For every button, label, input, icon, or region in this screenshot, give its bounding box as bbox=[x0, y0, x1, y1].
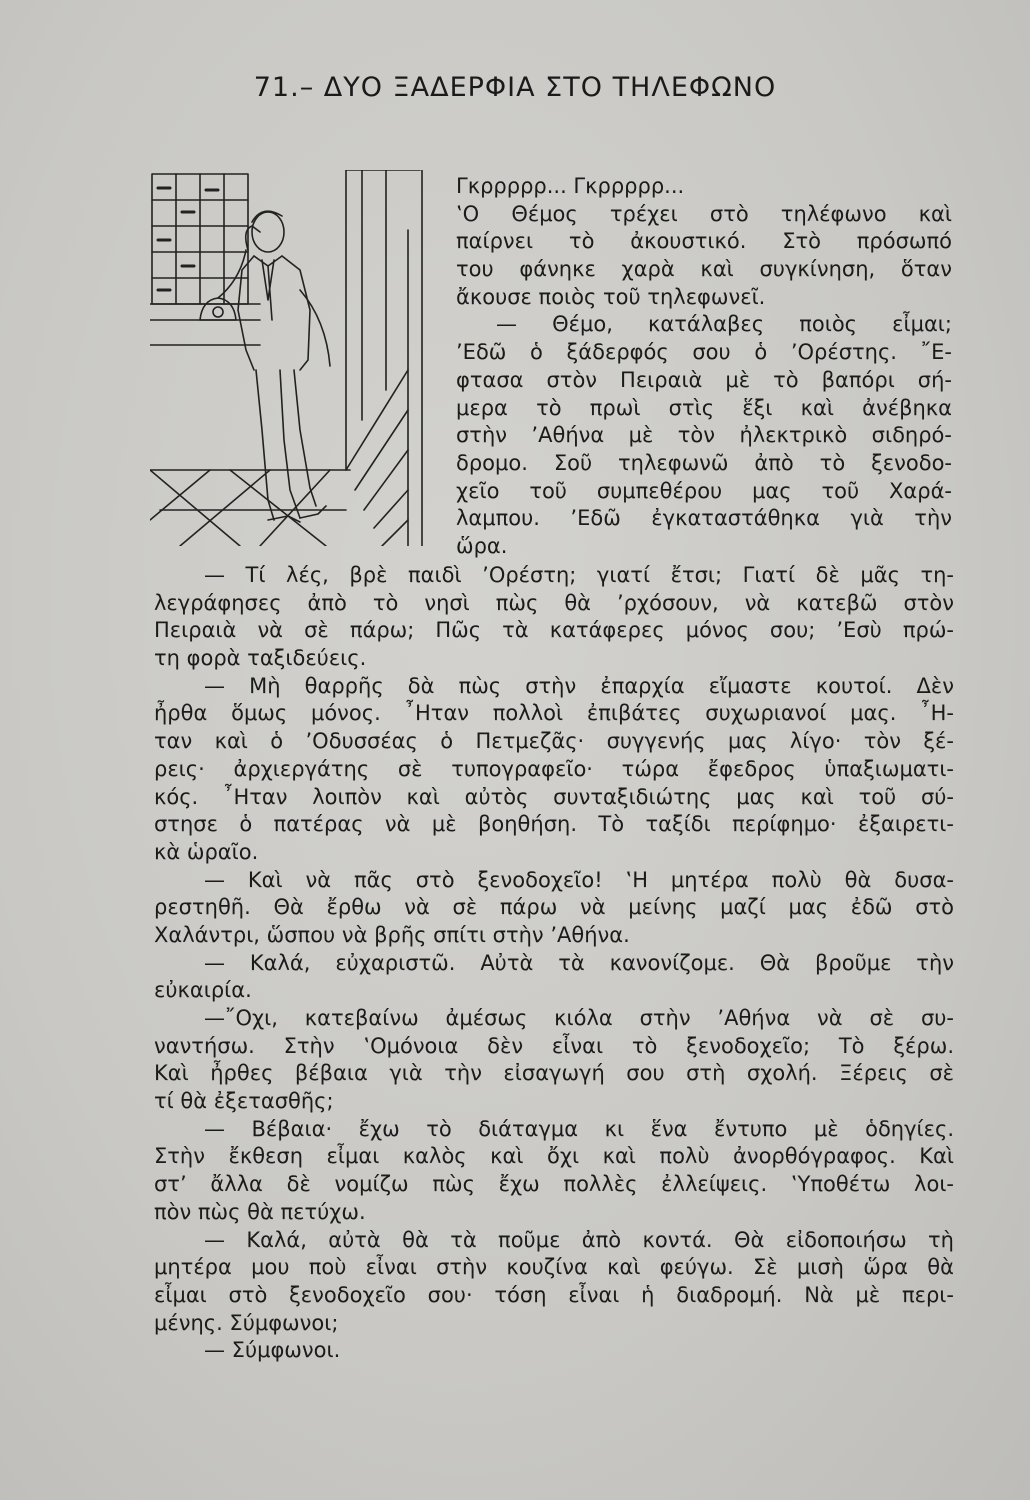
chapter-title: 71.– ΔΥΟ ΞΑΔΕΡΦΙΑ ΣΤΟ ΤΗΛΕΦΩΝΟ bbox=[253, 72, 777, 103]
text-line: του φάνηκε χαρὰ καὶ συγκίνηση, ὅταν bbox=[456, 257, 952, 282]
main-text-body bbox=[154, 562, 954, 1365]
man-on-telephone-illustration bbox=[150, 170, 442, 546]
text-line: πὸν πὼς θὰ πετύχω. bbox=[154, 1199, 366, 1224]
text-line: ναντήσω. Στὴν ‛Ομόνοια δὲν εἶναι τὸ ξενοδοχεῖο; Τὸ ξέρω. bbox=[154, 1033, 954, 1058]
side-text-column bbox=[456, 173, 952, 561]
text-line: τη φορὰ ταξιδεύεις. bbox=[154, 646, 367, 671]
text-line: — Σύμφωνοι. bbox=[204, 1338, 341, 1363]
text-line: ἦρθα ὅμως μόνος. ῏Ηταν πολλοὶ ἐπιβάτες συχωριανοί μας. ῏Η- bbox=[154, 701, 954, 726]
text-line: — Καὶ νὰ πᾶς στὸ ξενοδοχεῖο! ‛Η μητέρα πολὺ θὰ δυσα- bbox=[204, 867, 954, 892]
text-line: ρεστηθῆ. Θὰ ἔρθω νὰ σὲ πάρω νὰ μείνης μαζί μας ἐδῶ στὸ bbox=[154, 895, 954, 920]
text-line: Γκρρρρρ... Γκρρρρρ... bbox=[456, 174, 685, 198]
text-line: φτασα στὸν Πειραιὰ μὲ τὸ βαπόρι σή- bbox=[456, 367, 952, 392]
text-line: ‛Ο Θέμος τρέχει στὸ τηλέφωνο καὶ bbox=[456, 201, 952, 226]
text-line: — Τί λές, βρὲ παιδὶ ’Ορέστη; γιατί ἔτσι; Γιατί δὲ μᾶς τη- bbox=[204, 563, 954, 587]
text-line: τί θὰ ἐξετασθῆς; bbox=[154, 1089, 334, 1114]
text-line: ἄκουσε ποιὸς τοῦ τηλεφωνεῖ. bbox=[456, 284, 766, 309]
text-line: χεῖο τοῦ συμπεθέρου μας τοῦ Χαρά- bbox=[456, 478, 952, 503]
text-line: εἶμαι στὸ ξενοδοχεῖο σου· τόση εἶναι ἡ διαδρομή. Νὰ μὲ περι- bbox=[154, 1282, 954, 1307]
text-line: ὥρα. bbox=[456, 533, 508, 558]
text-line: — Καλά, εὐχαριστῶ. Αὐτὰ τὰ κανονίζομε. Θὰ βροῦμε τὴν bbox=[204, 950, 954, 975]
text-line: μένης. Σύμφωνοι; bbox=[154, 1310, 339, 1335]
text-line: λαμπου. ’Εδῶ ἐγκαταστάθηκα γιὰ τὴν bbox=[456, 506, 952, 531]
text-line: παίρνει τὸ ἀκουστικό. Στὸ πρόσωπό bbox=[456, 229, 952, 254]
text-line: — Μὴ θαρρῆς δὰ πὼς στὴν ἐπαρχία εἴμαστε κουτοί. Δὲν bbox=[204, 673, 954, 698]
text-line: μητέρα μου ποὺ εἶναι στὴν κουζίνα καὶ φεύγω. Σὲ μισὴ ὥρα θὰ bbox=[154, 1255, 954, 1280]
text-line: Πειραιὰ νὰ σὲ πάρω; Πῶς τὰ κατάφερες μόνος σου; ’Εσὺ πρώ- bbox=[154, 618, 954, 643]
text-line: εὐκαιρία. bbox=[154, 978, 252, 1003]
text-line: κός. ῏Ηταν λοιπὸν καὶ αὐτὸς συνταξιδιώτης μας καὶ τοῦ σύ- bbox=[154, 784, 954, 809]
text-line: — Καλά, αὐτὰ θὰ τὰ ποῦμε ἀπὸ κοντά. Θὰ εἰδοποιήσω τὴ bbox=[204, 1227, 954, 1252]
text-line: ρεις· ἀρχιεργάτης σὲ τυπογραφεῖο· τώρα ἔφεδρος ὑπαξιωματι- bbox=[154, 756, 954, 781]
text-line: δρομο. Σοῦ τηλεφωνῶ ἀπὸ τὸ ξενοδο- bbox=[456, 450, 952, 475]
text-line: ταν καὶ ὁ ’Οδυσσέας ὁ Πετμεζᾶς· συγγενής μας λίγο· τὸν ξέ- bbox=[154, 729, 954, 754]
text-line: ’Εδῶ ὁ ξάδερφός σου ὁ ’Ορέστης. ῎Ε- bbox=[456, 340, 952, 365]
text-line: — Θέμο, κατάλαβες ποιὸς εἶμαι; bbox=[496, 312, 952, 337]
text-line: Χαλάντρι, ὥσπου νὰ βρῆς σπίτι στὴν ’Αθήνα. bbox=[154, 922, 630, 947]
text-line: στὴν ’Αθήνα μὲ τὸν ἠλεκτρικὸ σιδηρό- bbox=[456, 423, 952, 448]
text-line: κὰ ὡραῖο. bbox=[154, 839, 259, 864]
text-line: —῎Οχι, κατεβαίνω ἀμέσως κιόλα στὴν ’Αθήνα νὰ σὲ συ- bbox=[204, 1006, 954, 1030]
text-line: — Βέβαια· ἔχω τὸ διάταγμα κι ἕνα ἔντυπο μὲ ὁδηγίες. bbox=[204, 1116, 954, 1141]
text-line: στησε ὁ πατέρας νὰ μὲ βοηθήση. Τὸ ταξίδι περίφημο· ἐξαιρετι- bbox=[154, 812, 954, 837]
text-line: στ’ ἄλλα δὲ νομίζω πὼς ἔχω πολλὲς ἐλλείψεις. ‛Υποθέτω λοι- bbox=[154, 1172, 954, 1197]
text-line: Στὴν ἔκθεση εἶμαι καλὸς καὶ ὄχι καὶ πολὺ ἀνορθόγραφος. Καὶ bbox=[154, 1144, 954, 1169]
text-line: Καὶ ἦρθες βέβαια γιὰ τὴν εἰσαγωγή σου στὴ σχολή. Ξέρεις σὲ bbox=[154, 1061, 954, 1086]
text-line: λεγράφησες ἀπὸ τὸ νησὶ πὼς θὰ ’ρχόσουν, νὰ κατεβῶ στὸν bbox=[154, 590, 954, 615]
text-line: μερα τὸ πρωὶ στὶς ἕξι καὶ ἀνέβηκα bbox=[456, 395, 952, 420]
